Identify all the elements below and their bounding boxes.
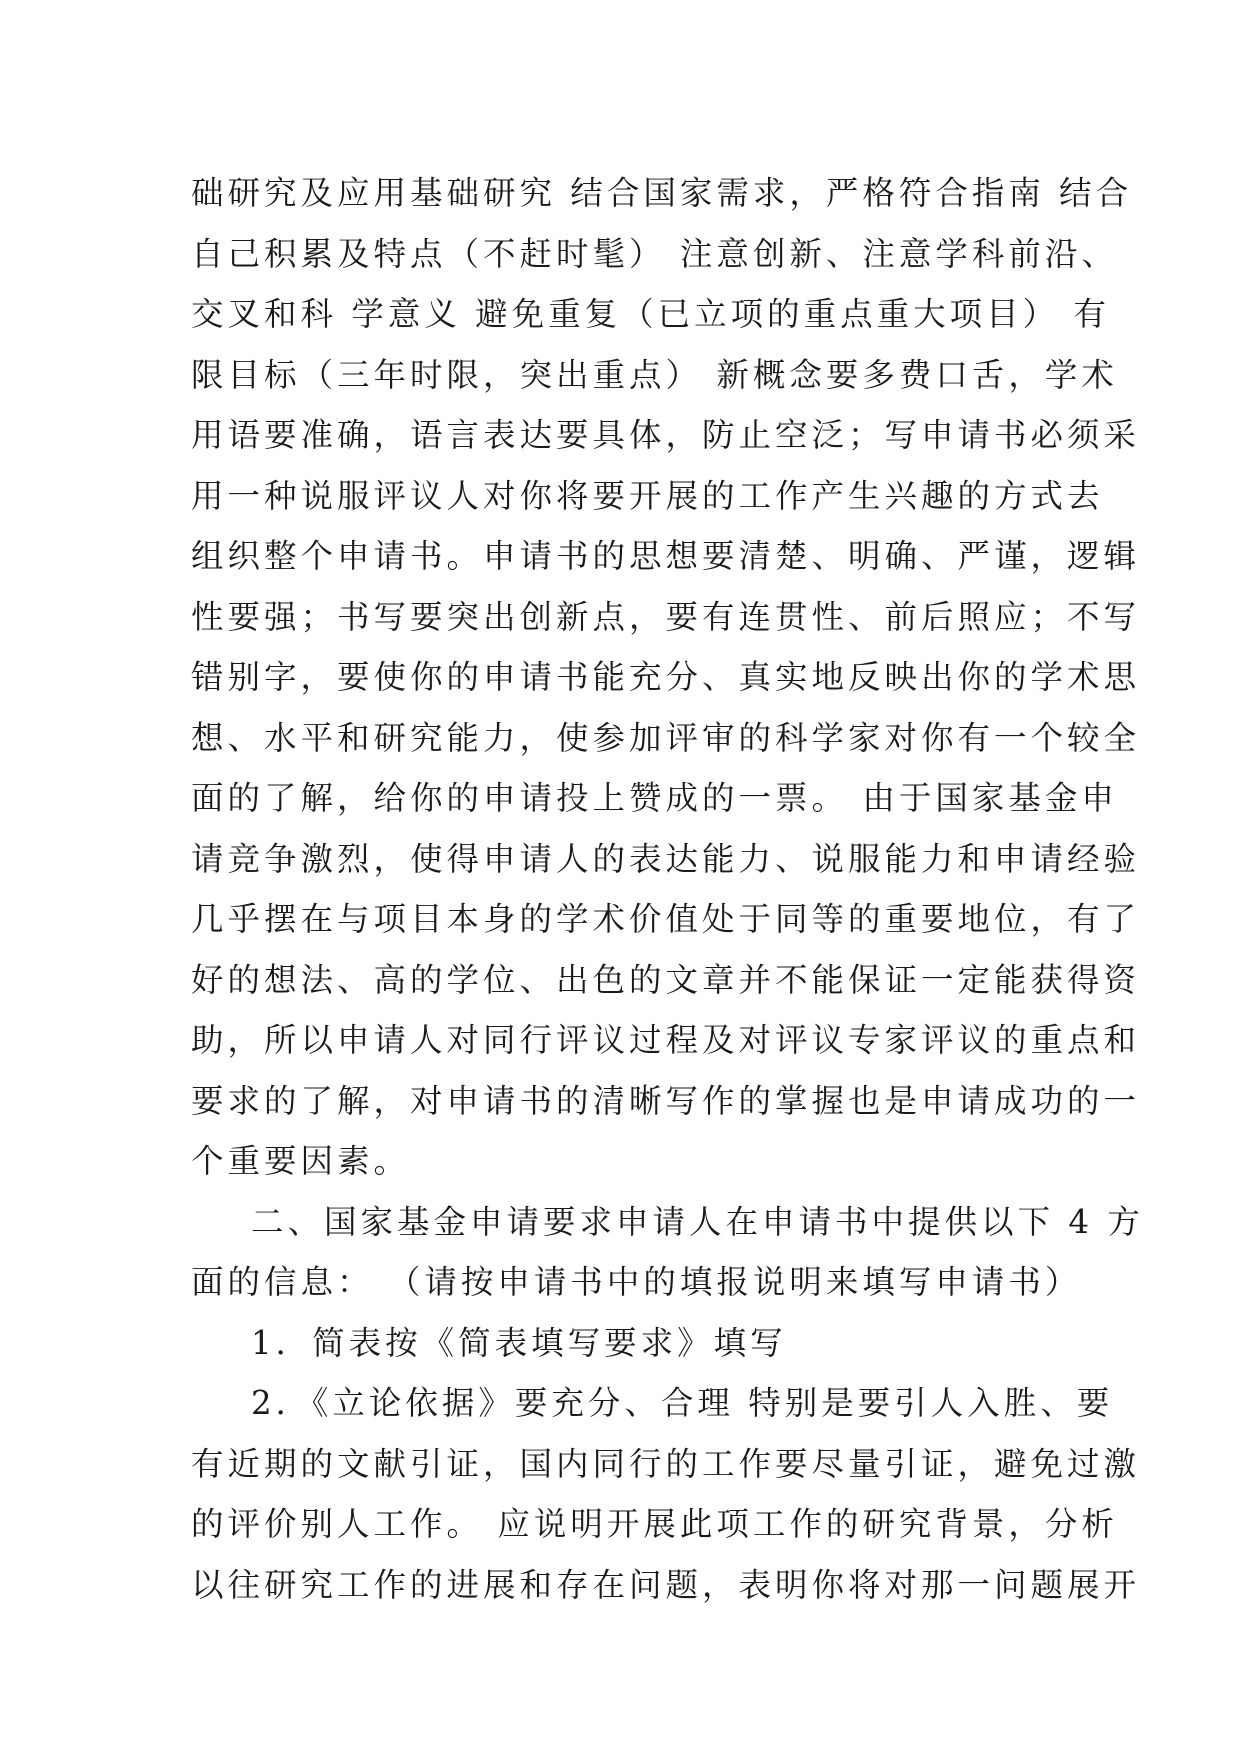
text-line: 请竞争激烈，使得申请人的表达能力、说服能力和申请经验 — [191, 839, 1141, 878]
text-line: 想、水平和研究能力，使参加评审的科学家对你有一个较全 — [191, 718, 1141, 757]
text-line: 好的想法、高的学位、出色的文章并不能保证一定能获得资 — [191, 960, 1141, 999]
text-line: 错别字，要使你的申请书能充分、真实地反映出你的学术思 — [191, 658, 1141, 696]
text-line: 以往研究工作的进展和存在问题，表明你将对那一问题展开 — [191, 1565, 1141, 1604]
text-line: 交叉和科 学意义 避免重复（已立项的重点重大项目） 有 — [191, 295, 1110, 333]
text-line: 的评价别人工作。 应说明开展此项工作的研究背景，分析 — [191, 1505, 1118, 1543]
text-line: 助，所以申请人对同行评议过程及对评议专家评议的重点和 — [191, 1021, 1141, 1059]
text-line: 用一种说服评议人对你将要开展的工作产生兴趣的方式去 — [191, 476, 1104, 515]
text-line: 有近期的文献引证，国内同行的工作要尽量引证，避免过激 — [191, 1444, 1141, 1483]
text-line: 限目标（三年时限，突出重点） 新概念要多费口舌，学术 — [191, 355, 1118, 394]
text-line: 用语要准确，语言表达要具体，防止空泛；写申请书必须采 — [191, 416, 1141, 454]
text-line: 二、国家基金申请要求申请人在申请书中提供以下 4 方 — [251, 1202, 1144, 1241]
text-line: 性要强；书写要突出创新点，要有连贯性、前后照应；不写 — [191, 597, 1141, 636]
text-line: 要求的了解，对申请书的清晰写作的掌握也是申请成功的一 — [191, 1081, 1141, 1120]
text-line: 2．《立论依据》要充分、合理 特别是要引人入胜、要 — [251, 1384, 1114, 1422]
text-line: 面的了解，给你的申请投上赞成的一票。 由于国家基金申 — [191, 779, 1118, 817]
text-line: 几乎摆在与项目本身的学术价值处于同等的重要地位，有了 — [191, 900, 1141, 938]
text-line: 个重要因素。 — [191, 1142, 411, 1180]
text-line: 1．简表按《简表填写要求》填写 — [251, 1323, 787, 1362]
text-line: 组织整个申请书。申请书的思想要清楚、明确、严谨，逻辑 — [191, 537, 1141, 575]
text-line: 面的信息： （请按申请书中的填报说明来填写申请书） — [191, 1263, 1082, 1301]
body-text — [191, 163, 1144, 1615]
text-line: 自己积累及特点（不赶时髦） 注意创新、注意学科前沿、 — [191, 234, 1118, 273]
text-line: 础研究及应用基础研究 结合国家需求，严格符合指南 结合 — [191, 174, 1133, 212]
